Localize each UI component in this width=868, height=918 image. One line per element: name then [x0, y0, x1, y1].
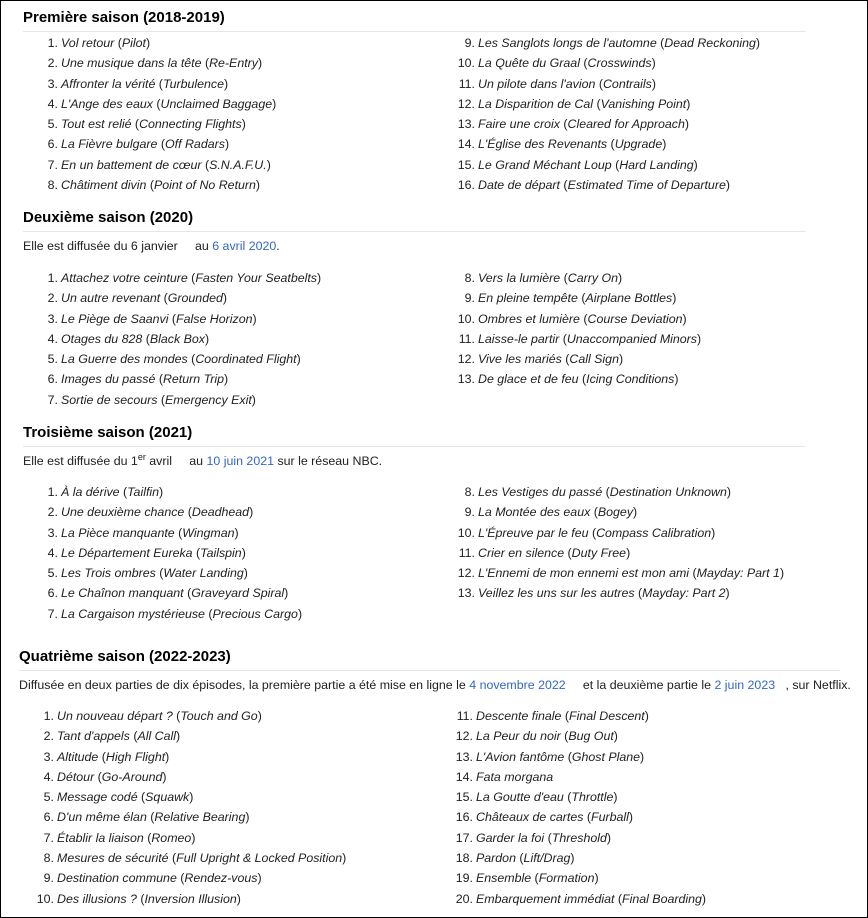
episode-number: 8.: [47, 178, 58, 193]
episode-title-fr: Embarquement immédiat: [476, 891, 615, 906]
episode-title-en: False Horizon: [176, 311, 253, 326]
episode-item: 9. En pleine tempête (Airplane Bottles): [478, 290, 701, 310]
episode-item: 7. Sortie de secours (Emergency Exit): [61, 392, 321, 412]
episode-title-fr: Message codé: [57, 790, 138, 805]
episode-number: 8.: [43, 851, 54, 866]
episode-title-fr: En un battement de cœur: [61, 157, 202, 172]
episode-title-en: Coordinated Flight: [195, 352, 297, 367]
episode-item: 10. L'Épreuve par le feu (Compass Calibration): [478, 525, 784, 545]
episode-title-en: Relative Bearing: [154, 810, 246, 825]
episode-title-fr: La Goutte d'eau: [476, 790, 564, 805]
episode-item: 9. Les Sanglots longs de l'automne (Dead Reckoning): [478, 35, 760, 55]
episode-title-fr: À la dérive: [61, 485, 120, 499]
intro-text: au: [189, 454, 204, 468]
episode-number: 1.: [47, 36, 58, 50]
episode-item: 4. Détour (Go-Around): [57, 769, 346, 789]
season-3-list-left: [47, 484, 303, 626]
episode-title-fr: Crier en silence: [478, 545, 565, 560]
episode-title-fr: Destination commune: [57, 871, 177, 886]
episode-title-fr: En pleine tempête: [478, 291, 578, 306]
episode-number: 11.: [458, 331, 475, 346]
intro-text: .: [276, 239, 280, 253]
episode-title-fr: Images du passé: [61, 372, 156, 387]
episode-item: 11. Laisse-le partir (Unaccompanied Minors): [478, 331, 701, 351]
episode-title-en: Cleared for Approach: [567, 117, 685, 132]
episode-item: 1. À la dérive (Tailfin): [61, 484, 302, 504]
episode-title-fr: Garder la foi: [476, 830, 545, 845]
episode-item: 5. Tout est relié (Connecting Flights): [61, 116, 276, 136]
episode-title-fr: De glace et de feu: [478, 372, 579, 387]
episode-title-en: Bogey: [597, 505, 634, 520]
episode-title-fr: Détour: [57, 769, 95, 784]
episode-number: 6.: [43, 810, 54, 825]
episode-number: 7.: [43, 830, 54, 845]
episode-title-en: Return Trip: [162, 372, 225, 387]
episode-number: 2.: [47, 291, 58, 306]
episode-title-en: Fasten Your Seatbelts: [195, 271, 318, 285]
season-1-section: [23, 9, 806, 193]
episode-title-fr: La Guerre des mondes: [61, 352, 188, 367]
episode-title-fr: Affronter la vérité: [61, 76, 156, 91]
episode-number: 6.: [47, 372, 58, 387]
episode-title-en: Turbulence: [162, 76, 225, 91]
episode-title-fr: Attachez votre ceinture: [61, 271, 188, 285]
episode-item: 8. Mesures de sécurité (Full Upright & Locked Position): [57, 850, 346, 870]
episode-title-fr: Établir la liaison: [57, 830, 144, 845]
episode-number: 20.: [455, 891, 473, 906]
season-3-section: [23, 424, 806, 621]
episode-item: 10. Des illusions ? (Inversion Illusion): [57, 891, 346, 911]
episode-number: 9.: [464, 36, 475, 50]
intro-text: , sur Netflix.: [785, 678, 851, 692]
episode-number: 8.: [464, 271, 475, 285]
episode-title-fr: Les Sanglots longs de l'automne: [478, 36, 657, 50]
episode-title-fr: Tout est relié: [61, 117, 132, 132]
episode-item: 2. Une deuxième chance (Deadhead): [61, 504, 302, 524]
episode-title-fr: Un autre revenant: [61, 291, 161, 306]
episode-number: 12.: [457, 96, 475, 111]
episode-item: 8. Les Vestiges du passé (Destination Unknown): [478, 484, 784, 504]
episode-item: 5. Message codé (Squawk): [57, 789, 346, 809]
episode-title-fr: Les Trois ombres: [61, 566, 156, 581]
episode-title-en: Vanishing Point: [600, 96, 687, 111]
season-1-list-left: [47, 35, 277, 197]
episode-number: 14.: [457, 137, 475, 152]
episode-title-fr: Fata morgana: [476, 769, 554, 784]
episode-item: 5. La Guerre des mondes (Coordinated Flight): [61, 351, 321, 371]
episode-title-en: Touch and Go: [180, 709, 258, 723]
episode-number: 12.: [457, 352, 475, 367]
episode-title-en: Final Boarding: [622, 891, 702, 906]
intro-text: Elle est diffusée du 6 janvier: [23, 239, 178, 253]
episode-title-fr: Châteaux de cartes: [476, 810, 584, 825]
episode-item: 2. Un autre revenant (Grounded): [61, 290, 321, 310]
episode-item: 16. Date de départ (Estimated Time of Departure): [478, 177, 760, 197]
episode-item: 3. Altitude (High Flight): [57, 749, 346, 769]
season-2-heading: Deuxième saison (2020): [23, 209, 806, 232]
episode-title-fr: La Quête du Graal: [478, 56, 580, 71]
episode-title-fr: Tant d'appels: [57, 729, 130, 744]
episode-title-en: Carry On: [567, 271, 619, 285]
episode-title-en: Off Radars: [165, 137, 225, 152]
episode-title-en: Dead Reckoning: [664, 36, 756, 50]
episode-number: 8.: [464, 485, 475, 499]
episode-item: 11. Un pilote dans l'avion (Contrails): [478, 76, 760, 96]
episode-title-en: Furball: [591, 810, 629, 825]
episode-item: 3. La Pièce manquante (Wingman): [61, 525, 302, 545]
episode-item: 11. Crier en silence (Duty Free): [478, 545, 784, 565]
episode-title-en: Full Upright & Locked Position: [176, 851, 343, 866]
episode-title-en: Water Landing: [163, 566, 244, 581]
episode-item: 7. En un battement de cœur (S.N.A.F.U.): [61, 157, 276, 177]
episode-title-en: Tailfin: [127, 485, 160, 499]
episode-title-en: Rendez-vous: [184, 871, 258, 886]
date-link[interactable]: 10 juin 2021: [206, 454, 274, 468]
episode-number: 4.: [47, 96, 58, 111]
episode-number: 6.: [47, 586, 58, 601]
episode-title-fr: Pardon: [476, 851, 516, 866]
episode-number: 11.: [458, 545, 475, 560]
episode-title-fr: Ensemble: [476, 871, 532, 886]
episode-title-fr: L'Épreuve par le feu: [478, 525, 589, 540]
episode-title-fr: Sortie de secours: [61, 392, 158, 407]
episode-title-fr: Otages du 828: [61, 331, 143, 346]
episode-title-fr: Châtiment divin: [61, 178, 147, 193]
episode-item: 4. Otages du 828 (Black Box): [61, 331, 321, 351]
episode-title-en: Bug Out: [568, 729, 614, 744]
episode-item: 4. Le Département Eureka (Tailspin): [61, 545, 302, 565]
episode-title-fr: Le Grand Méchant Loup: [478, 157, 612, 172]
episode-item: 12. L'Ennemi de mon ennemi est mon ami (Mayday: Part 1): [478, 565, 784, 585]
episode-title-fr: D'un même élan: [57, 810, 147, 825]
date-link[interactable]: 2 juin 2023: [714, 678, 776, 692]
date-link[interactable]: 6 avril 2020: [212, 239, 277, 253]
episode-item: 6. La Fièvre bulgare (Off Radars): [61, 136, 276, 156]
episode-title-fr: Le Piège de Saanvi: [61, 311, 169, 326]
episode-item: 8. Châtiment divin (Point of No Return): [61, 177, 276, 197]
episode-title-fr: Altitude: [57, 749, 99, 764]
episode-item: 2. Tant d'appels (All Call): [57, 728, 346, 748]
episode-item: 3. Affronter la vérité (Turbulence): [61, 76, 276, 96]
episode-item: 13. Veillez les uns sur les autres (Mayday: Part 2): [478, 585, 784, 605]
episode-number: 7.: [47, 392, 58, 407]
episode-item: 4. L'Ange des eaux (Unclaimed Baggage): [61, 96, 276, 116]
episode-title-fr: Vol retour: [61, 36, 115, 50]
episode-title-fr: La Cargaison mystérieuse: [61, 606, 205, 621]
intro-text: avril: [145, 454, 172, 468]
episode-title-fr: Une musique dans la tête: [61, 56, 202, 71]
episode-title-fr: La Montée des eaux: [478, 505, 591, 520]
episode-item: 17. Garder la foi (Threshold): [476, 830, 706, 850]
episode-title-en: Emergency Exit: [165, 392, 252, 407]
episode-item: 9. La Montée des eaux (Bogey): [478, 504, 784, 524]
episode-number: 3.: [47, 76, 58, 91]
season-2-list-right: [457, 270, 702, 392]
episode-title-fr: L'Ennemi de mon ennemi est mon ami: [478, 566, 690, 581]
season-2-intro: [23, 238, 280, 254]
season-4-list-right: [455, 708, 707, 911]
episode-title-fr: Un pilote dans l'avion: [478, 76, 596, 91]
episode-title-en: Duty Free: [571, 545, 627, 560]
episode-title-fr: La Pièce manquante: [61, 525, 175, 540]
episode-number: 5.: [47, 566, 58, 581]
episode-number: 16.: [457, 178, 475, 193]
episode-title-fr: Mesures de sécurité: [57, 851, 169, 866]
season-3-heading: Troisième saison (2021): [23, 424, 806, 447]
episode-title-en: Ghost Plane: [571, 749, 641, 764]
episode-title-fr: Un nouveau départ ?: [57, 709, 173, 723]
episode-title-en: Black Box: [149, 331, 205, 346]
episode-title-en: Upgrade: [614, 137, 663, 152]
episode-number: 2.: [43, 729, 54, 744]
episode-item: 10. Ombres et lumière (Course Deviation): [478, 311, 701, 331]
season-3-list-right: [457, 484, 785, 606]
episode-item: 15. La Goutte d'eau (Throttle): [476, 789, 706, 809]
episode-item: 11. Descente finale (Final Descent): [476, 708, 706, 728]
episode-item: [455, 769, 706, 789]
episode-item: 20. Embarquement immédiat (Final Boarding): [476, 891, 706, 911]
episode-item: 8. Vers la lumière (Carry On): [478, 270, 701, 290]
episode-number: 5.: [47, 117, 58, 132]
episode-title-fr: Le Département Eureka: [61, 545, 193, 560]
episode-item: 7. La Cargaison mystérieuse (Precious Cargo): [61, 606, 302, 626]
episode-title-en: Lift/Drag: [523, 851, 571, 866]
episode-number: 9.: [464, 505, 475, 520]
intro-text: au: [194, 239, 209, 253]
episode-title-en: Go-Around: [101, 769, 163, 784]
episode-title-fr: Une deuxième chance: [61, 505, 185, 520]
episode-number: 9.: [464, 291, 475, 306]
season-1-heading: Première saison (2018-2019): [23, 9, 806, 32]
episode-item: 16. Châteaux de cartes (Furball): [476, 809, 706, 829]
episode-item: 3. Le Piège de Saanvi (False Horizon): [61, 311, 321, 331]
episode-title-fr: Descente finale: [476, 709, 562, 723]
episode-title-en: Romeo: [151, 830, 192, 845]
episode-title-en: Formation: [538, 871, 595, 886]
episode-title-fr: La Disparition de Cal: [478, 96, 594, 111]
date-link[interactable]: 4 novembre 2022: [469, 678, 566, 692]
episode-number: 11.: [456, 709, 473, 723]
episode-title-en: Course Deviation: [587, 311, 683, 326]
episode-title-fr: Les Vestiges du passé: [478, 485, 603, 499]
season-4-section: [19, 648, 851, 906]
episode-item: 19. Ensemble (Formation): [476, 870, 706, 890]
episode-title-en: Unaccompanied Minors: [566, 331, 698, 346]
episode-number: 11.: [458, 76, 475, 91]
episode-title-en: Throttle: [571, 790, 614, 805]
episode-number: 18.: [455, 851, 473, 866]
episode-title-en: Squawk: [145, 790, 190, 805]
superscript: er: [137, 451, 146, 462]
episode-number: 7.: [47, 157, 58, 172]
episode-title-fr: L'Avion fantôme: [476, 749, 565, 764]
episode-number: 12.: [457, 566, 475, 581]
episode-number: 3.: [47, 311, 58, 326]
episode-title-en: Re-Entry: [209, 56, 258, 71]
episode-item: 1. Attachez votre ceinture (Fasten Your Seatbelts): [61, 270, 321, 290]
episode-number: 10.: [457, 311, 475, 326]
episode-item: 1. Vol retour (Pilot): [61, 35, 276, 55]
episode-title-en: Deadhead: [191, 505, 250, 520]
episode-title-en: Mayday: Part 2: [642, 586, 726, 601]
episode-title-en: Threshold: [551, 830, 607, 845]
season-3-intro: [23, 453, 382, 469]
episode-title-fr: Des illusions ?: [57, 891, 137, 906]
episode-item: 9. Destination commune (Rendez-vous): [57, 870, 346, 890]
episode-title-en: S.N.A.F.U.: [209, 157, 267, 172]
episode-title-fr: Veillez les uns sur les autres: [478, 586, 635, 601]
episode-item: 18. Pardon (Lift/Drag): [476, 850, 706, 870]
episode-number: 13.: [457, 372, 475, 387]
season-4-list-left: [36, 708, 347, 911]
episode-number: 9.: [43, 871, 54, 886]
episode-title-en: Mayday: Part 1: [696, 566, 780, 581]
episode-title-fr: L'Église des Revenants: [478, 137, 608, 152]
season-1-list-right: [457, 35, 761, 197]
episode-title-en: Call Sign: [569, 352, 619, 367]
episode-title-fr: La Peur du noir: [476, 729, 561, 744]
episode-number: 15.: [457, 157, 475, 172]
episode-number: 4.: [47, 545, 58, 560]
episode-title-en: Tailspin: [200, 545, 242, 560]
episode-item: 6. Le Chaînon manquant (Graveyard Spiral): [61, 585, 302, 605]
episode-item: 13. L'Avion fantôme (Ghost Plane): [476, 749, 706, 769]
season-4-intro: [19, 677, 851, 693]
episode-number: 12.: [455, 729, 473, 744]
episode-number: 17.: [455, 830, 473, 845]
episode-number: 3.: [43, 749, 54, 764]
season-2-section: [23, 209, 806, 407]
episode-number: 5.: [43, 790, 54, 805]
episode-number: 6.: [47, 137, 58, 152]
episode-item: 14. L'Église des Revenants (Upgrade): [478, 136, 760, 156]
episode-title-en: Compass Calibration: [596, 525, 712, 540]
episode-title-en: Grounded: [167, 291, 223, 306]
episode-number: 1.: [43, 709, 54, 723]
episode-title-fr: Laisse-le partir: [478, 331, 560, 346]
episode-item: 12. Vive les mariés (Call Sign): [478, 351, 701, 371]
episode-number: 10.: [36, 891, 54, 906]
intro-text: sur le réseau NBC.: [274, 454, 383, 468]
episode-title-en: Pilot: [121, 36, 146, 50]
episode-title-en: High Flight: [105, 749, 166, 764]
episode-number: 3.: [47, 525, 58, 540]
episode-title-en: Point of No Return: [153, 178, 256, 193]
episode-title-en: Graveyard Spiral: [191, 586, 285, 601]
episode-number: 7.: [47, 606, 58, 621]
episode-title-en: Hard Landing: [619, 157, 694, 172]
episode-title-fr: Vers la lumière: [478, 271, 561, 285]
episode-title-en: Inversion Illusion: [144, 891, 237, 906]
episode-number: 4.: [43, 769, 54, 784]
episode-title-fr: Le Chaînon manquant: [61, 586, 184, 601]
episode-title-en: Icing Conditions: [586, 372, 675, 387]
episode-number: 5.: [47, 352, 58, 367]
episode-item: 13. De glace et de feu (Icing Conditions): [478, 371, 701, 391]
episode-title-en: Destination Unknown: [609, 485, 727, 499]
episode-number: 13.: [457, 117, 475, 132]
episode-item: 1. Un nouveau départ ? (Touch and Go): [57, 708, 346, 728]
episode-title-en: Precious Cargo: [212, 606, 298, 621]
episode-title-en: Connecting Flights: [139, 117, 242, 132]
intro-text: Elle est diffusée du 1: [23, 454, 138, 468]
episode-title-en: Contrails: [602, 76, 652, 91]
episode-number: 13.: [455, 749, 473, 764]
episode-item: 6. Images du passé (Return Trip): [61, 371, 321, 391]
episode-item: 6. D'un même élan (Relative Bearing): [57, 809, 346, 829]
season-2-list-left: [47, 270, 322, 412]
season-4-heading: Quatrième saison (2022-2023): [19, 648, 840, 671]
episode-item: 15. Le Grand Méchant Loup (Hard Landing): [478, 157, 760, 177]
episode-title-en: Final Descent: [569, 709, 645, 723]
episode-title-fr: Ombres et lumière: [478, 311, 580, 326]
episode-title-en: Crosswinds: [587, 56, 652, 71]
intro-text: Diffusée en deux parties de dix épisodes, la première partie a été mise en ligne le: [19, 678, 470, 692]
episode-number: 10.: [457, 56, 475, 71]
episode-item: 5. Les Trois ombres (Water Landing): [61, 565, 302, 585]
episode-number: 13.: [457, 586, 475, 601]
episode-title-en: Wingman: [182, 525, 235, 540]
episode-number: 2.: [47, 56, 58, 71]
episode-title-fr: L'Ange des eaux: [61, 96, 153, 111]
episode-number: 15.: [455, 790, 473, 805]
episode-title-fr: Faire une croix: [478, 117, 560, 132]
episode-title-fr: Date de départ: [478, 178, 560, 193]
episode-number: 1.: [47, 271, 58, 285]
episode-title-en: Unclaimed Baggage: [160, 96, 273, 111]
episode-title-fr: Vive les mariés: [478, 352, 562, 367]
episode-number: 2.: [47, 505, 58, 520]
episode-item: 13. Faire une croix (Cleared for Approach): [478, 116, 760, 136]
episode-number: 4.: [47, 331, 58, 346]
episode-number: 19.: [455, 871, 473, 886]
episode-item: 2. Une musique dans la tête (Re-Entry): [61, 55, 276, 75]
episode-item: 12. La Peur du noir (Bug Out): [476, 728, 706, 748]
episode-item: 10. La Quête du Graal (Crosswinds): [478, 55, 760, 75]
intro-text: et la deuxième partie le: [582, 678, 715, 692]
episode-title-en: All Call: [137, 729, 177, 744]
episode-item: 12. La Disparition de Cal (Vanishing Point): [478, 96, 760, 116]
episode-number: 16.: [455, 810, 473, 825]
episode-title-en: Airplane Bottles: [585, 291, 673, 306]
episode-number: 10.: [457, 525, 475, 540]
episode-number: 1.: [47, 485, 58, 499]
episode-title-en: Estimated Time of Departure: [567, 178, 726, 193]
episode-title-fr: La Fièvre bulgare: [61, 137, 158, 152]
episode-item: 7. Établir la liaison (Romeo): [57, 830, 346, 850]
episode-number: 14.: [455, 769, 473, 784]
